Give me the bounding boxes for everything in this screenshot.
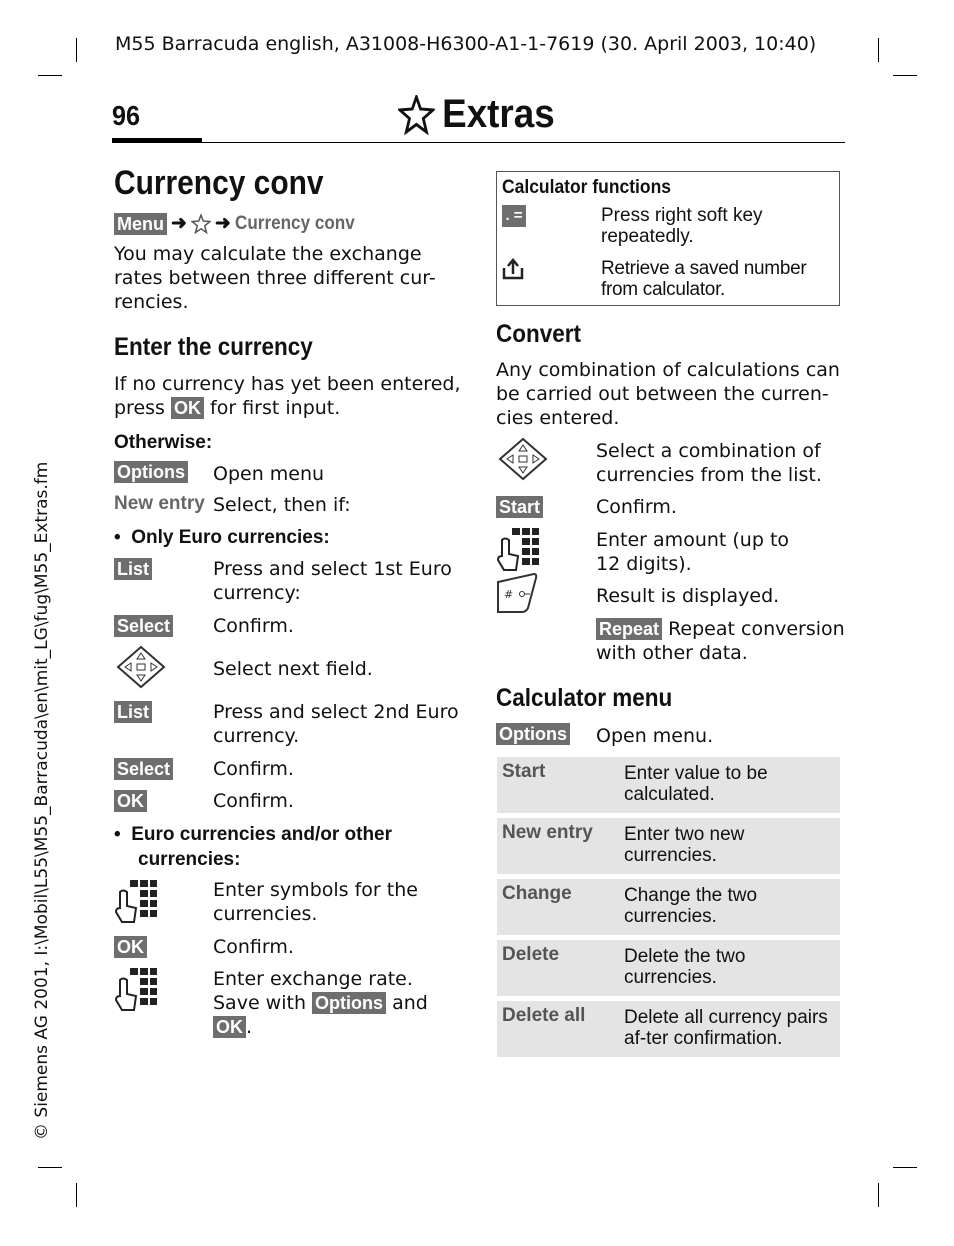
menu-item-desc: Change the two currencies. (624, 885, 758, 927)
navigation-key-icon (496, 437, 550, 481)
side-file-path: © Siemens AG 2001, I:\Mobil\L55\M55_Barracuda\en\mit_LG\fug\M55_Extras.fm (32, 461, 52, 1140)
section-heading-calc-menu: Calculator menu (496, 684, 673, 712)
calc-box-title: Calculator functions (502, 177, 671, 198)
ok-softkey: OK (114, 790, 147, 812)
decimal-equals-key-icon: . = (502, 205, 526, 227)
keypad-icon (114, 878, 158, 924)
crop-mark (878, 38, 879, 62)
hash-key-icon (496, 572, 538, 614)
rate-desc: Enter exchange rate. Save with Options and OK . (213, 968, 428, 1038)
crop-mark (76, 1183, 77, 1207)
options-softkey: Options (496, 723, 570, 745)
select-softkey: Select (114, 615, 173, 637)
options-softkey: Options (114, 461, 188, 483)
calculator-functions-box (496, 171, 840, 306)
calc-options-desc: Open menu. (596, 725, 714, 747)
menu-item-key: Start (502, 761, 546, 782)
chapter-title: Extras (442, 92, 555, 136)
amount-desc: Enter amount (up to 12 digits). (596, 529, 790, 575)
select-softkey: Select (114, 758, 173, 780)
menu-item-key: Delete all (502, 1005, 586, 1026)
header-rule (112, 142, 845, 143)
table-row (497, 818, 840, 874)
menu-item-desc: Delete the two currencies. (624, 946, 746, 988)
confirm-desc: Confirm. (213, 936, 294, 958)
crop-mark (893, 1167, 917, 1168)
crop-mark (38, 1167, 62, 1168)
otherwise-label: Otherwise: (114, 432, 213, 453)
table-row (497, 879, 840, 935)
keypad-icon (496, 526, 540, 572)
keypad-icon (114, 966, 158, 1012)
extras-star-icon (398, 95, 435, 135)
list-softkey: List (114, 701, 152, 723)
intro-text: You may calculate the exchange rates between three different cur-rencies. (114, 243, 436, 313)
running-header: M55 Barracuda english, A31008-H6300-A1-1-7619 (30. April 2003, 10:40) (115, 33, 817, 55)
confirm-desc: Confirm. (213, 615, 294, 637)
confirm-desc: Confirm. (213, 790, 294, 812)
ok-softkey: OK (114, 936, 147, 958)
extras-star-icon (191, 214, 211, 234)
bullet-euro-only: • Only Euro currencies: (114, 527, 330, 548)
new-entry-desc: Select, then if: (213, 494, 351, 516)
calc-menu-table (497, 757, 840, 1062)
calc-row2-desc: Retrieve a saved number from calculator. (601, 258, 807, 300)
path-target: Currency conv (234, 212, 355, 234)
list1-desc: Press and select 1st Euro currency: (213, 558, 452, 604)
page-title: Currency conv (114, 164, 324, 202)
table-row (497, 757, 840, 813)
crop-mark (38, 75, 62, 76)
options-desc: Open menu (213, 463, 325, 485)
path-arrow: ➜ (171, 213, 187, 234)
menu-path (114, 212, 368, 235)
svg-text:#: # (504, 588, 514, 601)
menu-item-desc: Enter two new currencies. (624, 824, 745, 866)
section-heading-convert: Convert (496, 320, 582, 348)
menu-softkey: Menu (114, 213, 167, 235)
bullet-other-currencies: • Euro currencies and/or other currencies: (114, 824, 393, 870)
ok-softkey: OK (171, 397, 204, 419)
menu-item-key: Change (502, 883, 572, 904)
crop-mark (76, 38, 77, 62)
calc-row1-desc: Press right soft key repeatedly. (601, 205, 763, 247)
navigation-key-icon (114, 645, 168, 689)
repeat-softkey: Repeat (596, 618, 662, 640)
nav-desc: Select next field. (213, 658, 373, 680)
list2-desc: Press and select 2nd Euro currency. (213, 701, 459, 747)
ok-softkey: OK (213, 1016, 246, 1038)
menu-item-key: New entry (502, 822, 593, 843)
new-entry-label: New entry (114, 493, 205, 514)
convert-nav-desc: Select a combination of currencies from the list. (596, 440, 822, 486)
repeat-desc: Repeat Repeat conversion with other data. (596, 618, 845, 664)
convert-text: Any combination of calculations can be carried out between the curren-cies entered. (496, 359, 840, 429)
enter-intro: If no currency has yet been entered, press OK for first input. (114, 373, 461, 419)
start-softkey: Start (496, 496, 543, 518)
symbols-desc: Enter symbols for the currencies. (213, 879, 418, 925)
retrieve-icon (502, 258, 524, 280)
menu-item-desc: Enter value to be calculated. (624, 763, 768, 805)
crop-mark (893, 75, 917, 76)
chapter-heading (398, 92, 555, 137)
convert-confirm: Confirm. (596, 496, 677, 518)
confirm-desc: Confirm. (213, 758, 294, 780)
page-number: 96 (112, 100, 141, 131)
table-row (497, 940, 840, 996)
list-softkey: List (114, 558, 152, 580)
result-desc: Result is displayed. (596, 585, 780, 607)
table-row (497, 1001, 840, 1057)
section-heading-enter: Enter the currency (114, 333, 313, 361)
menu-item-desc: Delete all currency pairs af-ter confirmation. (624, 1007, 828, 1049)
menu-item-key: Delete (502, 944, 560, 965)
options-softkey: Options (312, 992, 386, 1014)
path-arrow: ➜ (214, 213, 231, 234)
crop-mark (878, 1183, 879, 1207)
